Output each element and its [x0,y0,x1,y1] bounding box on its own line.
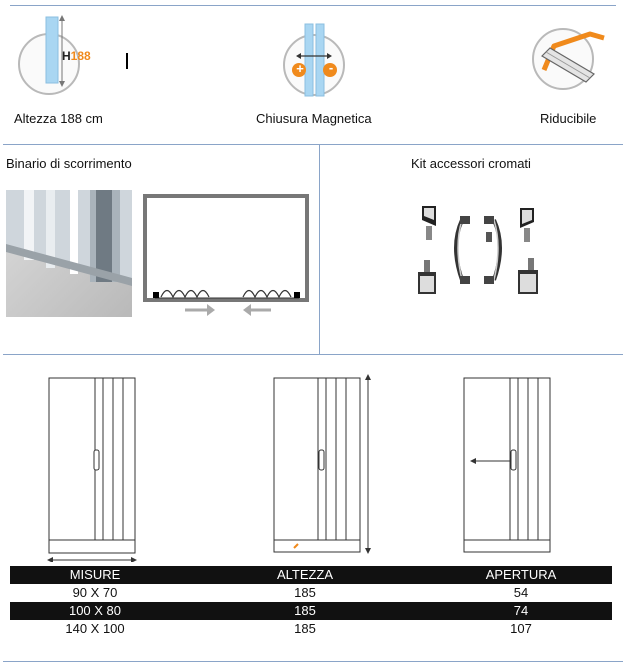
table-row [10,602,612,620]
table-header-row [10,566,612,584]
height-label: Altezza 188 cm [14,111,103,126]
magnetic-closure-label: Chiusura Magnetica [256,111,372,126]
reducible-icon [532,28,594,90]
cell-apertura: 74 [513,603,529,618]
handle-right [484,216,500,284]
table-row [10,584,612,602]
middle-divider [3,144,623,145]
section-vertical-divider [319,144,320,354]
text-cursor [126,53,128,69]
hinge-bottom-left [418,260,436,294]
top-divider [10,5,616,6]
cell-altezza: 185 [294,585,316,600]
magnetic-closure-icon [283,34,345,96]
header-altezza: ALTEZZA [276,567,334,582]
plus-sign: + [296,61,304,76]
specs-table [10,566,612,638]
cell-misure: 90 X 70 [72,585,118,600]
cell-misure: 100 X 80 [68,603,122,618]
reducible-frame-icon [532,28,612,90]
shower-diagram-opening [460,372,560,562]
shower-diagram-measure [45,372,145,562]
hinge-bottom-right [518,258,538,294]
track-photo [6,190,132,317]
height-badge-value: 188 [70,49,91,63]
bottom-divider [3,661,623,662]
track-diagram [143,194,311,319]
cell-altezza: 185 [294,621,316,636]
minus-sign: - [328,60,334,75]
handle-left [456,216,470,284]
reducible-label: Riducibile [540,111,597,126]
kit-section-title: Kit accessori cromati [411,156,531,171]
hinge-top-right [520,208,534,242]
cell-misure: 140 X 100 [65,621,125,636]
accessory-kit-image [410,200,550,302]
cell-apertura: 54 [513,585,529,600]
height-badge-letter: H [62,49,71,63]
track-section-title: Binario di scorrimento [6,156,132,171]
table-row [10,620,612,638]
header-misure: MISURE [69,567,121,582]
header-apertura: APERTURA [485,567,557,582]
hinge-top-left [422,206,436,240]
height-188-icon [18,33,91,95]
lower-divider [3,354,623,355]
cell-apertura: 107 [510,621,532,636]
shower-diagram-height [270,372,380,562]
cell-altezza: 185 [294,603,316,618]
